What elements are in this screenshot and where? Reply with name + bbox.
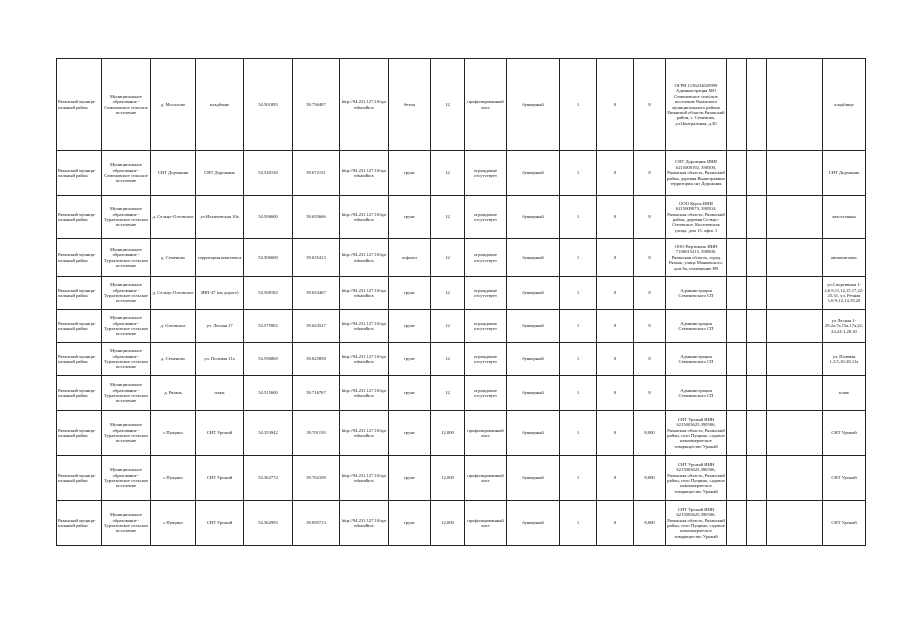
cell-fence: профилированный лист	[465, 411, 507, 456]
cell-container-type: бункерный	[507, 277, 560, 310]
cell-served-objects: ул.Спортивная 1-2,6,9,11,12,15,17,22-25,31, ул. Речная 1,6-9,12,14,19,20	[823, 277, 866, 310]
cell-blank-c	[767, 411, 823, 456]
cell-owner: СНТ Урожай ИНН 6215003625,390506, Рязанская область, Рязанский район, село Пущино, садовое некоммерческое товарищество Урожай	[666, 501, 727, 546]
cell-served-objects: ул. Полевая 1,3,5,10-28,11а	[823, 343, 866, 376]
cell-unused-count: 0	[597, 310, 634, 343]
cell-longitude: 39.695713	[293, 501, 340, 546]
cell-container-type: бункерный	[507, 376, 560, 411]
cell-district: Рязанский муниципальный район	[57, 310, 102, 343]
cell-longitude: 39.702109	[293, 456, 340, 501]
cell-address: ул. Полевая 11а	[196, 343, 244, 376]
cell-container-count: 1	[560, 277, 597, 310]
cell-surface: грунт	[389, 151, 431, 196]
cell-latitude: 54.362772	[244, 456, 293, 501]
cell-fence: ограждение отсутствует	[465, 196, 507, 239]
cell-municipality: Муниципальное образование - Турлатовское сельское поселение	[102, 196, 151, 239]
cell-blank-a	[727, 411, 747, 456]
cell-area: 12,000	[431, 456, 465, 501]
cell-blank-b	[747, 501, 767, 546]
cell-address: ЗНП-47 (на дороге)	[196, 277, 244, 310]
cell-district: Рязанский муниципальный район	[57, 239, 102, 277]
cell-volume: 8	[634, 376, 666, 411]
cell-served-objects: СНТ Урожай	[823, 501, 866, 546]
cell-fence: ограждение отсутствует	[465, 277, 507, 310]
cell-unused-count: 0	[597, 239, 634, 277]
cell-municipality: Муниципальное образование - Турлатовское сельское поселение	[102, 501, 151, 546]
cell-container-count: 1	[560, 196, 597, 239]
cell-container-count: 1	[560, 151, 597, 196]
table-row	[57, 456, 866, 501]
cell-area: 12	[431, 277, 465, 310]
cell-blank-b	[747, 239, 767, 277]
cell-container-count: 1	[560, 456, 597, 501]
cell-unused-count: 0	[597, 59, 634, 151]
cell-volume: 8	[634, 343, 666, 376]
cell-municipality: Муниципальное образование - Турлатовское сельское поселение	[102, 277, 151, 310]
cell-settlement: д. Семеново	[151, 343, 196, 376]
cell-settlement: СНТ Дорожник	[151, 151, 196, 196]
cell-latitude: 54.353942	[244, 411, 293, 456]
cell-settlement: с.Пущино	[151, 411, 196, 456]
cell-address: СНТ Урожай	[196, 411, 244, 456]
table-row	[57, 501, 866, 546]
cell-blank-a	[727, 59, 747, 151]
cell-blank-a	[727, 151, 747, 196]
cell-settlement: д. Олтовское	[151, 310, 196, 343]
cell-surface: грунт	[389, 376, 431, 411]
cell-volume: 8	[634, 310, 666, 343]
cell-volume: 8	[634, 151, 666, 196]
cell-surface: грунт	[389, 310, 431, 343]
cell-owner: Администрация Семеновского СП	[666, 310, 727, 343]
cell-unused-count: 0	[597, 277, 634, 310]
cell-district: Рязанский муниципальный район	[57, 411, 102, 456]
cell-owner: СНТ Урожай ИНН 6215003625,390506, Рязанская область, Рязанский район, село Пущино, садовое некоммерческое товарищество Урожай	[666, 411, 727, 456]
cell-surface: грунт	[389, 343, 431, 376]
cell-unused-count: 0	[597, 196, 634, 239]
cell-fence: ограждение отсутствует	[465, 310, 507, 343]
cell-district: Рязанский муниципальный район	[57, 151, 102, 196]
registry-table-body	[57, 59, 866, 546]
cell-served-objects: СНТ Урожай	[823, 456, 866, 501]
cell-volume: 8	[634, 59, 666, 151]
cell-area: 12	[431, 239, 465, 277]
registry-table	[56, 58, 866, 546]
cell-latitude: 54.362995	[244, 501, 293, 546]
cell-container-type: бункерный	[507, 239, 560, 277]
cell-municipality: Муниципальное образование - Турлатовское сельское поселение	[102, 411, 151, 456]
cell-unused-count: 0	[597, 501, 634, 546]
cell-unused-count: 0	[597, 343, 634, 376]
cell-container-type: бункерный	[507, 310, 560, 343]
cell-container-count: 1	[560, 59, 597, 151]
cell-blank-b	[747, 411, 767, 456]
cell-blank-c	[767, 277, 823, 310]
cell-fence: профилированный лист	[465, 456, 507, 501]
cell-owner: Администрация Семеновского СП	[666, 343, 727, 376]
cell-served-objects: автостоянка	[823, 196, 866, 239]
cell-container-type: бункерный	[507, 411, 560, 456]
cell-address: СНТ Урожай	[196, 456, 244, 501]
cell-district: Рязанский муниципальный район	[57, 376, 102, 411]
cell-container-type: бункерный	[507, 501, 560, 546]
cell-blank-a	[727, 501, 747, 546]
cell-volume: 8	[634, 277, 666, 310]
cell-surface: грунт	[389, 196, 431, 239]
cell-blank-c	[767, 239, 823, 277]
cell-longitude: 39.635666	[293, 196, 340, 239]
cell-longitude: 39.625858	[293, 343, 340, 376]
table-row	[57, 376, 866, 411]
cell-served-objects: СНТ Дорожник	[823, 151, 866, 196]
cell-container-count: 1	[560, 501, 597, 546]
cell-blank-b	[747, 151, 767, 196]
cell-map-link: http://94.231.127.10/spr edsandbox	[340, 310, 389, 343]
table-row	[57, 343, 866, 376]
cell-blank-b	[747, 196, 767, 239]
cell-blank-b	[747, 343, 767, 376]
cell-blank-c	[767, 151, 823, 196]
cell-blank-a	[727, 239, 747, 277]
table-row	[57, 277, 866, 310]
cell-latitude: 54.520130	[244, 151, 293, 196]
table-row	[57, 196, 866, 239]
cell-area: 12,000	[431, 411, 465, 456]
cell-settlement: д. Сельцо-Олтовское	[151, 277, 196, 310]
cell-owner: СНТ Урожай ИНН 6215003625,390506, Рязанская область, Рязанский район, село Пущино, садовое некоммерческое товарищество Урожай	[666, 456, 727, 501]
cell-address: СНТ Урожай	[196, 501, 244, 546]
cell-settlement: с.Пущино	[151, 456, 196, 501]
cell-fence: профилированный лист	[465, 59, 507, 151]
cell-blank-a	[727, 376, 747, 411]
cell-map-link: http://94.231.127.10/spr edsandbox	[340, 376, 389, 411]
cell-map-link: http://94.231.127.10/spr edsandbox	[340, 277, 389, 310]
cell-served-objects: автокомплекс	[823, 239, 866, 277]
cell-fence: профилированный лист	[465, 501, 507, 546]
cell-container-count: 1	[560, 343, 597, 376]
cell-latitude: 54.596869	[244, 343, 293, 376]
cell-longitude: 39.672131	[293, 151, 340, 196]
cell-blank-c	[767, 196, 823, 239]
cell-surface: грунт	[389, 411, 431, 456]
cell-blank-c	[767, 501, 823, 546]
cell-container-type: бункерный	[507, 151, 560, 196]
cell-latitude: 54.501895	[244, 59, 293, 151]
cell-district: Рязанский муниципальный район	[57, 277, 102, 310]
cell-blank-a	[727, 277, 747, 310]
cell-unused-count: 0	[597, 151, 634, 196]
cell-blank-a	[727, 310, 747, 343]
cell-served-objects: кладбище	[823, 59, 866, 151]
cell-map-link: http://94.231.127.10/spr edsandbox	[340, 151, 389, 196]
cell-blank-b	[747, 310, 767, 343]
cell-municipality: Муниципальное образование - Семеновское сельское поселение	[102, 59, 151, 151]
cell-surface: грунт	[389, 456, 431, 501]
cell-latitude: 54.568182	[244, 277, 293, 310]
cell-blank-c	[767, 59, 823, 151]
table-row	[57, 411, 866, 456]
cell-settlement: д. Семеново	[151, 239, 196, 277]
cell-volume: 8	[634, 239, 666, 277]
cell-map-link: http://94.231.127.10/spr edsandbox	[340, 59, 389, 151]
cell-municipality: Муниципальное образование - Турлатовское сельское поселение	[102, 239, 151, 277]
cell-surface: грунт	[389, 277, 431, 310]
cell-container-type: бункерный	[507, 196, 560, 239]
cell-map-link: http://94.231.127.10/spr edsandbox	[340, 239, 389, 277]
cell-container-count: 1	[560, 310, 597, 343]
cell-blank-a	[727, 343, 747, 376]
cell-district: Рязанский муниципальный район	[57, 501, 102, 546]
cell-municipality: Муниципальное образование - Турлатовское сельское поселение	[102, 343, 151, 376]
cell-municipality: Муниципальное образование - Турлатовское сельское поселение	[102, 310, 151, 343]
cell-container-count: 1	[560, 376, 597, 411]
cell-longitude: 39.736407	[293, 59, 340, 151]
cell-blank-b	[747, 59, 767, 151]
cell-settlement: д. Сельцо-Олтовское	[151, 196, 196, 239]
cell-owner: ООО Вертикаль ИНН 7106015415, 390000, Рязанская область, город Рязань, улица Маяковского, дом 8а, помещение Н9	[666, 239, 727, 277]
cell-municipality: Муниципальное образование - Турлатовское сельское поселение	[102, 376, 151, 411]
cell-served-objects: СНТ Урожай	[823, 411, 866, 456]
cell-container-type: бункерный	[507, 343, 560, 376]
cell-served-objects: ул.Лесная 1-29,2а,7а,15а,17а,22,24,24-1,28,30	[823, 310, 866, 343]
cell-unused-count: 0	[597, 376, 634, 411]
cell-settlement: д. Рязань	[151, 376, 196, 411]
cell-fence: ограждение отсутствует	[465, 151, 507, 196]
cell-settlement: с.Пущино	[151, 501, 196, 546]
cell-blank-c	[767, 456, 823, 501]
cell-blank-c	[767, 310, 823, 343]
cell-owner: СНТ Дорожник ИНН 6215008192, 390500, Рязанская область, Рязанский район, деревня Вышетравино территория снт Дорожник	[666, 151, 727, 196]
table-row	[57, 310, 866, 343]
cell-map-link: http://94.231.127.10/spr edsandbox	[340, 411, 389, 456]
cell-municipality: Муниципальное образование - Семеновское сельское поселение	[102, 151, 151, 196]
cell-latitude: 54.515600	[244, 376, 293, 411]
cell-address: территория комплекса	[196, 239, 244, 277]
cell-owner: ОГРН 1156234029999 Администрация МО Семеновское сельское поселение Рязанского муниципального района Рязанской области Рязанский район, с. Семеново, ул.Центральная, д.30	[666, 59, 727, 151]
cell-district: Рязанский муниципальный район	[57, 196, 102, 239]
cell-volume: 8,000	[634, 456, 666, 501]
cell-longitude: 39.623527	[293, 310, 340, 343]
cell-container-type: бункерный	[507, 456, 560, 501]
cell-longitude: 39.633467	[293, 277, 340, 310]
cell-fence: ограждение отсутствует	[465, 376, 507, 411]
cell-address: пляж	[196, 376, 244, 411]
cell-area: 12	[431, 343, 465, 376]
cell-volume: 8,000	[634, 501, 666, 546]
cell-fence: ограждение отсутствует	[465, 343, 507, 376]
cell-owner: Администрация Семеновского СП	[666, 376, 727, 411]
cell-settlement: д. Мосолово	[151, 59, 196, 151]
cell-area: 12	[431, 151, 465, 196]
cell-area: 12	[431, 310, 465, 343]
cell-surface: грунт	[389, 501, 431, 546]
cell-address: СНТ Дорожник	[196, 151, 244, 196]
cell-blank-b	[747, 376, 767, 411]
cell-address: ул.Ильичевская 10а	[196, 196, 244, 239]
cell-map-link: http://94.231.127.10/spr edsandbox	[340, 456, 389, 501]
cell-blank-b	[747, 456, 767, 501]
cell-unused-count: 0	[597, 411, 634, 456]
table-row	[57, 239, 866, 277]
cell-volume: 8,000	[634, 411, 666, 456]
cell-blank-c	[767, 376, 823, 411]
table-row	[57, 151, 866, 196]
cell-address: кладбище	[196, 59, 244, 151]
cell-owner: Администрация Семеновского СП	[666, 277, 727, 310]
cell-area: 12,000	[431, 501, 465, 546]
cell-area: 12	[431, 196, 465, 239]
cell-container-count: 1	[560, 239, 597, 277]
cell-municipality: Муниципальное образование - Турлатовское сельское поселение	[102, 456, 151, 501]
cell-latitude: 54.575902	[244, 310, 293, 343]
cell-blank-b	[747, 277, 767, 310]
cell-blank-a	[727, 456, 747, 501]
cell-latitude: 54.506600	[244, 239, 293, 277]
cell-latitude: 54.506600	[244, 196, 293, 239]
cell-container-count: 1	[560, 411, 597, 456]
cell-area: 12	[431, 376, 465, 411]
cell-longitude: 39.701193	[293, 411, 340, 456]
table-row	[57, 59, 866, 151]
cell-fence: ограждение отсутствует	[465, 239, 507, 277]
cell-surface: асфальт	[389, 239, 431, 277]
cell-container-type: бункерный	[507, 59, 560, 151]
cell-map-link: http://94.231.127.10/spr edsandbox	[340, 196, 389, 239]
cell-longitude: 39.716767	[293, 376, 340, 411]
cell-volume: 8	[634, 196, 666, 239]
cell-district: Рязанский муниципальный район	[57, 343, 102, 376]
cell-owner: ООО Курск ИНН 6215009073, 390504, Рязанская область, Рязанский район, деревня Сельцо-Олтовское, Киселевская улица, дом 15, офис 1	[666, 196, 727, 239]
cell-blank-a	[727, 196, 747, 239]
cell-map-link: http://94.231.127.10/spr edsandbox	[340, 501, 389, 546]
cell-longitude: 39.635413	[293, 239, 340, 277]
cell-area: 12	[431, 59, 465, 151]
cell-blank-c	[767, 343, 823, 376]
cell-map-link: http://94.231.127.10/spr edsandbox	[340, 343, 389, 376]
cell-address: ул. Лесная 17	[196, 310, 244, 343]
cell-district: Рязанский муниципальный район	[57, 59, 102, 151]
cell-served-objects: пляж	[823, 376, 866, 411]
cell-unused-count: 0	[597, 456, 634, 501]
cell-surface: бетон	[389, 59, 431, 151]
cell-district: Рязанский муниципальный район	[57, 456, 102, 501]
